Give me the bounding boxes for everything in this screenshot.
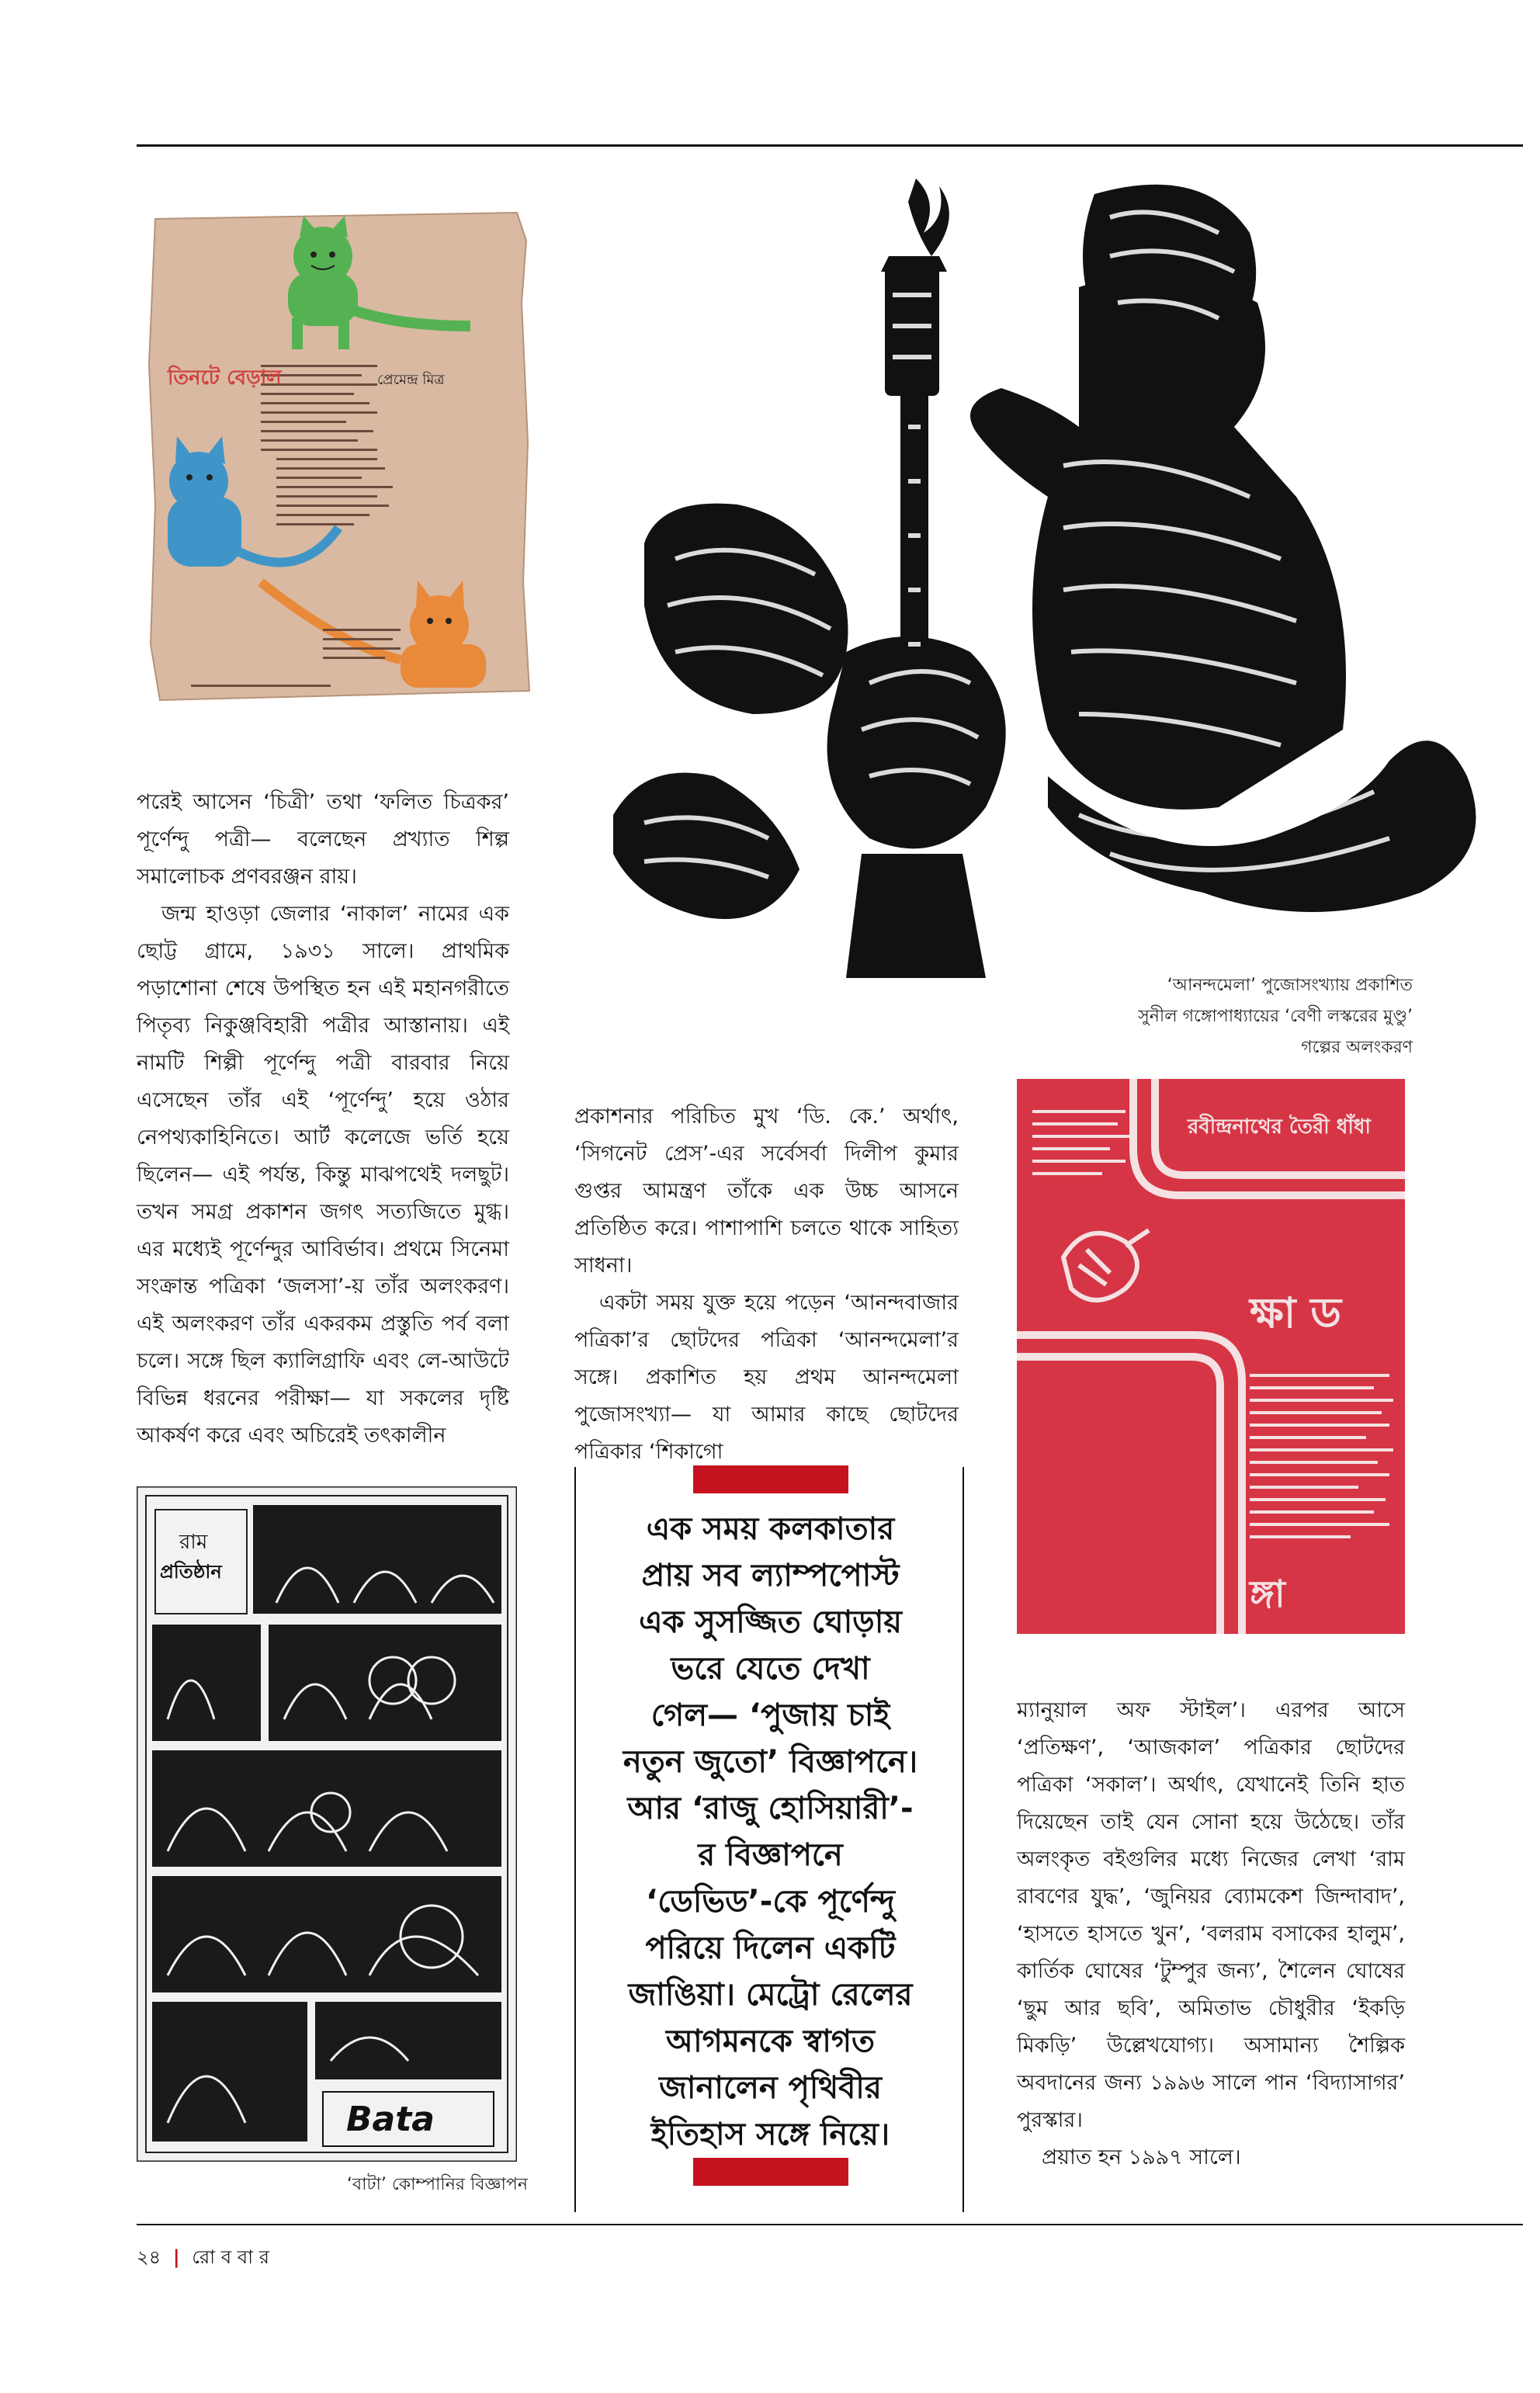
paragraph: প্রয়াত হন ১৯৯৭ সালে। xyxy=(1042,2145,1241,2169)
bata-ad-title-line1: রাম xyxy=(179,1531,208,1554)
pull-quote-line: গেল— ‘পুজায় চাই xyxy=(650,1698,890,1733)
pull-quote-bar-top xyxy=(693,1465,848,1493)
caption-beni-lashkar xyxy=(978,970,1413,1063)
pull-quote-line: জানালেন পৃথিবীর xyxy=(659,2070,882,2106)
column-2-text xyxy=(574,1098,959,1471)
paragraph: পরেই আসেন ‘চিত্রী’ তথা ‘ফলিত চিত্রকর’ পূর্ণেন্দু পত্রী— বলেছেন প্রখ্যাত শিল্প সমালোচক প্রণবরঞ্জন রায়। xyxy=(137,790,509,889)
pull-quote-line: প্রায় সব ল্যাম্পপোস্ট xyxy=(641,1558,900,1594)
pull-quote-line: আর ‘রাজু হোসিয়ারী’- xyxy=(627,1791,914,1826)
page-footer xyxy=(137,2243,269,2274)
caption-bata: ‘বাটা’ কোম্পানির বিজ্ঞাপন xyxy=(346,2175,528,2194)
woodcut-illustration-icon xyxy=(613,179,1476,978)
paragraph: জন্ম হাওড়া জেলার ‘নাকাল’ নামের এক ছোট্ট গ্রামে, ১৯৩১ সালে। প্রাথমিক পড়াশোনা শেষে উপস্থিত হন এই মহানগরীতে পিতৃব্য নিকুঞ্জবিহারী পত্রীর আস্তানায়। এই নামটি শিল্পী পূর্ণেন্দু পত্রী বারবার নিয়ে এসেছেন তাঁর এই ‘পূর্ণেন্দু’ হয়ে ওঠার নেপথ্যকাহিনিতে। আর্ট কলেজে ভর্তি হয়ে ছিলেন— এই পর্যন্ত, কিন্তু মাঝপথেই দলছুট। তখন সমগ্র প্রকাশন জগৎ সত্যজিতে মুগ্ধ। এর মধ্যেই পূর্ণেন্দুর আবির্ভাব। প্রথমে সিনেমা সংক্রান্ত পত্রিকা ‘জলসা’-য় তাঁর অলংকরণ। এই অলংকরণ তাঁর একরকম প্রস্তুতি পর্ব বলা চলে। সঙ্গে ছিল ক্যালিগ্রাফি এবং লে-আউটে বিভিন্ন ধরনের পরীক্ষা— যা সকলের দৃষ্টি আকর্ষণ করে এবং অচিরেই তৎকালীন xyxy=(137,902,509,1448)
pull-quote-line: ইতিহাস সঙ্গে নিয়ে। xyxy=(650,2117,890,2152)
top-rule xyxy=(137,144,1523,147)
paragraph: একটা সময় যুক্ত হয়ে পড়েন ‘আনন্দবাজার পত্রিকা’র ছোটদের পত্রিকা ‘আনন্দমেলা’র সঙ্গে। প্রকাশিত হয় প্রথম আনন্দমেলা পুজোসংখ্যা— যা আমার কাছে ছোটদের পত্রিকার ‘শিকাগো xyxy=(574,1291,959,1464)
footer-separator: | xyxy=(172,2246,180,2268)
pull-quote-line: নতুন জুতো’ বিজ্ঞাপনে। xyxy=(623,1744,918,1780)
column-3-text xyxy=(1017,1692,1405,2176)
paragraph: ম্যানুয়াল অফ স্টাইল’। এরপর আসে ‘প্রতিক্ষণ’, ‘আজকাল’ পত্রিকার ছোটদের পত্রিকা ‘সকাল’। অর্থাৎ, যেখানেই তিনি হাত দিয়েছেন তাই যেন সোনা হয়ে উঠেছে। তাঁর অলংকৃত বইগুলির মধ্যে নিজের লেখা ‘রাম রাবণের যুদ্ধ’, ‘জুনিয়র ব্যোমকেশ জিন্দাবাদ’, ‘হাসতে হাসতে খুন’, ‘বলরাম বসাকের হালুম’, কার্তিক ঘোষের ‘টুম্পুর জন্য’, শৈলেন ঘোষের ‘ছুম আর ছবি’, অমিতাভ চৌধুরীর ‘ইকড়ি মিকড়ি’ উল্লেখযোগ্য। অসামান্য শৈল্পিক অবদানের জন্য ১৯৯৬ সালে পান ‘বিদ্যাসাগর’ পুরস্কার। xyxy=(1017,1698,1405,2132)
poster-answer-bottom: ঙ্গা xyxy=(1250,1573,1285,1616)
tinte-beral-image xyxy=(144,210,532,706)
bottom-rule xyxy=(137,2224,1523,2225)
page-number: ২৪ xyxy=(137,2246,161,2268)
bata-ad-image xyxy=(137,1486,517,2162)
tinte-beral-title: তিনটে বেড়াল xyxy=(168,366,282,390)
caption-line-2: সুনীল গঙ্গোপাধ্যায়ের ‘বেণী লস্করের মুণ্ডু’ xyxy=(1138,1007,1413,1026)
caption-line-3: গল্পের অলংকরণ xyxy=(1301,1038,1413,1057)
dhandha-poster-image xyxy=(1017,1079,1405,1634)
pull-quote-line: এক সুসজ্জিত ঘোড়ায় xyxy=(639,1604,902,1640)
pull-quote-line: পরিয়ে দিলেন একটি xyxy=(645,1930,896,1966)
paragraph: প্রকাশনার পরিচিত মুখ ‘ডি. কে.’ অর্থাৎ, ‘সিগনেট প্রেস’-এর সর্বেসর্বা দিলীপ কুমার গুপ্তর আমন্ত্রণ তাঁকে এক উচ্চ আসনে প্রতিষ্ঠিত করে। পাশাপাশি চলতে থাকে সাহিত্য সাধনা। xyxy=(574,1105,959,1278)
column-divider-right xyxy=(962,1467,964,2212)
pull-quote-line: এক সময় কলকাতার xyxy=(646,1511,895,1547)
section-name: রো ব বা র xyxy=(192,2246,269,2268)
column-1-text xyxy=(137,784,509,1455)
pull-quote-bar-bottom xyxy=(693,2158,848,2186)
pull-quote-line: আগমনকে স্বাগত xyxy=(665,2024,876,2059)
beni-lashkar-illustration xyxy=(613,171,1514,1025)
column-divider-left xyxy=(574,1467,576,2212)
bata-ad-title-line2: প্রতিষ্ঠান xyxy=(160,1561,222,1583)
pull-quote-line: র বিজ্ঞাপনে xyxy=(698,1837,843,1873)
pull-quote-line: ভরে যেতে দেখা xyxy=(671,1651,870,1687)
pull-quote-line: জাঙিয়া। মেট্রো রেলের xyxy=(628,1977,913,2013)
poster-title: রবীন্দ্রনাথের তৈরী ধাঁধা xyxy=(1188,1115,1371,1139)
pull-quote xyxy=(590,1506,951,2158)
poster-answer-top: ক্ষা ড xyxy=(1250,1288,1341,1337)
pull-quote-line: ‘ডেভিড’-কে পূর্ণেন্দু xyxy=(646,1884,895,1920)
tinte-beral-author: প্রেমেন্দ্র মিত্র xyxy=(377,372,445,388)
caption-line-1: ‘আনন্দমেলা’ পুজোসংখ্যায় প্রকাশিত xyxy=(1167,976,1413,995)
bata-logo: Bata xyxy=(346,2100,435,2139)
